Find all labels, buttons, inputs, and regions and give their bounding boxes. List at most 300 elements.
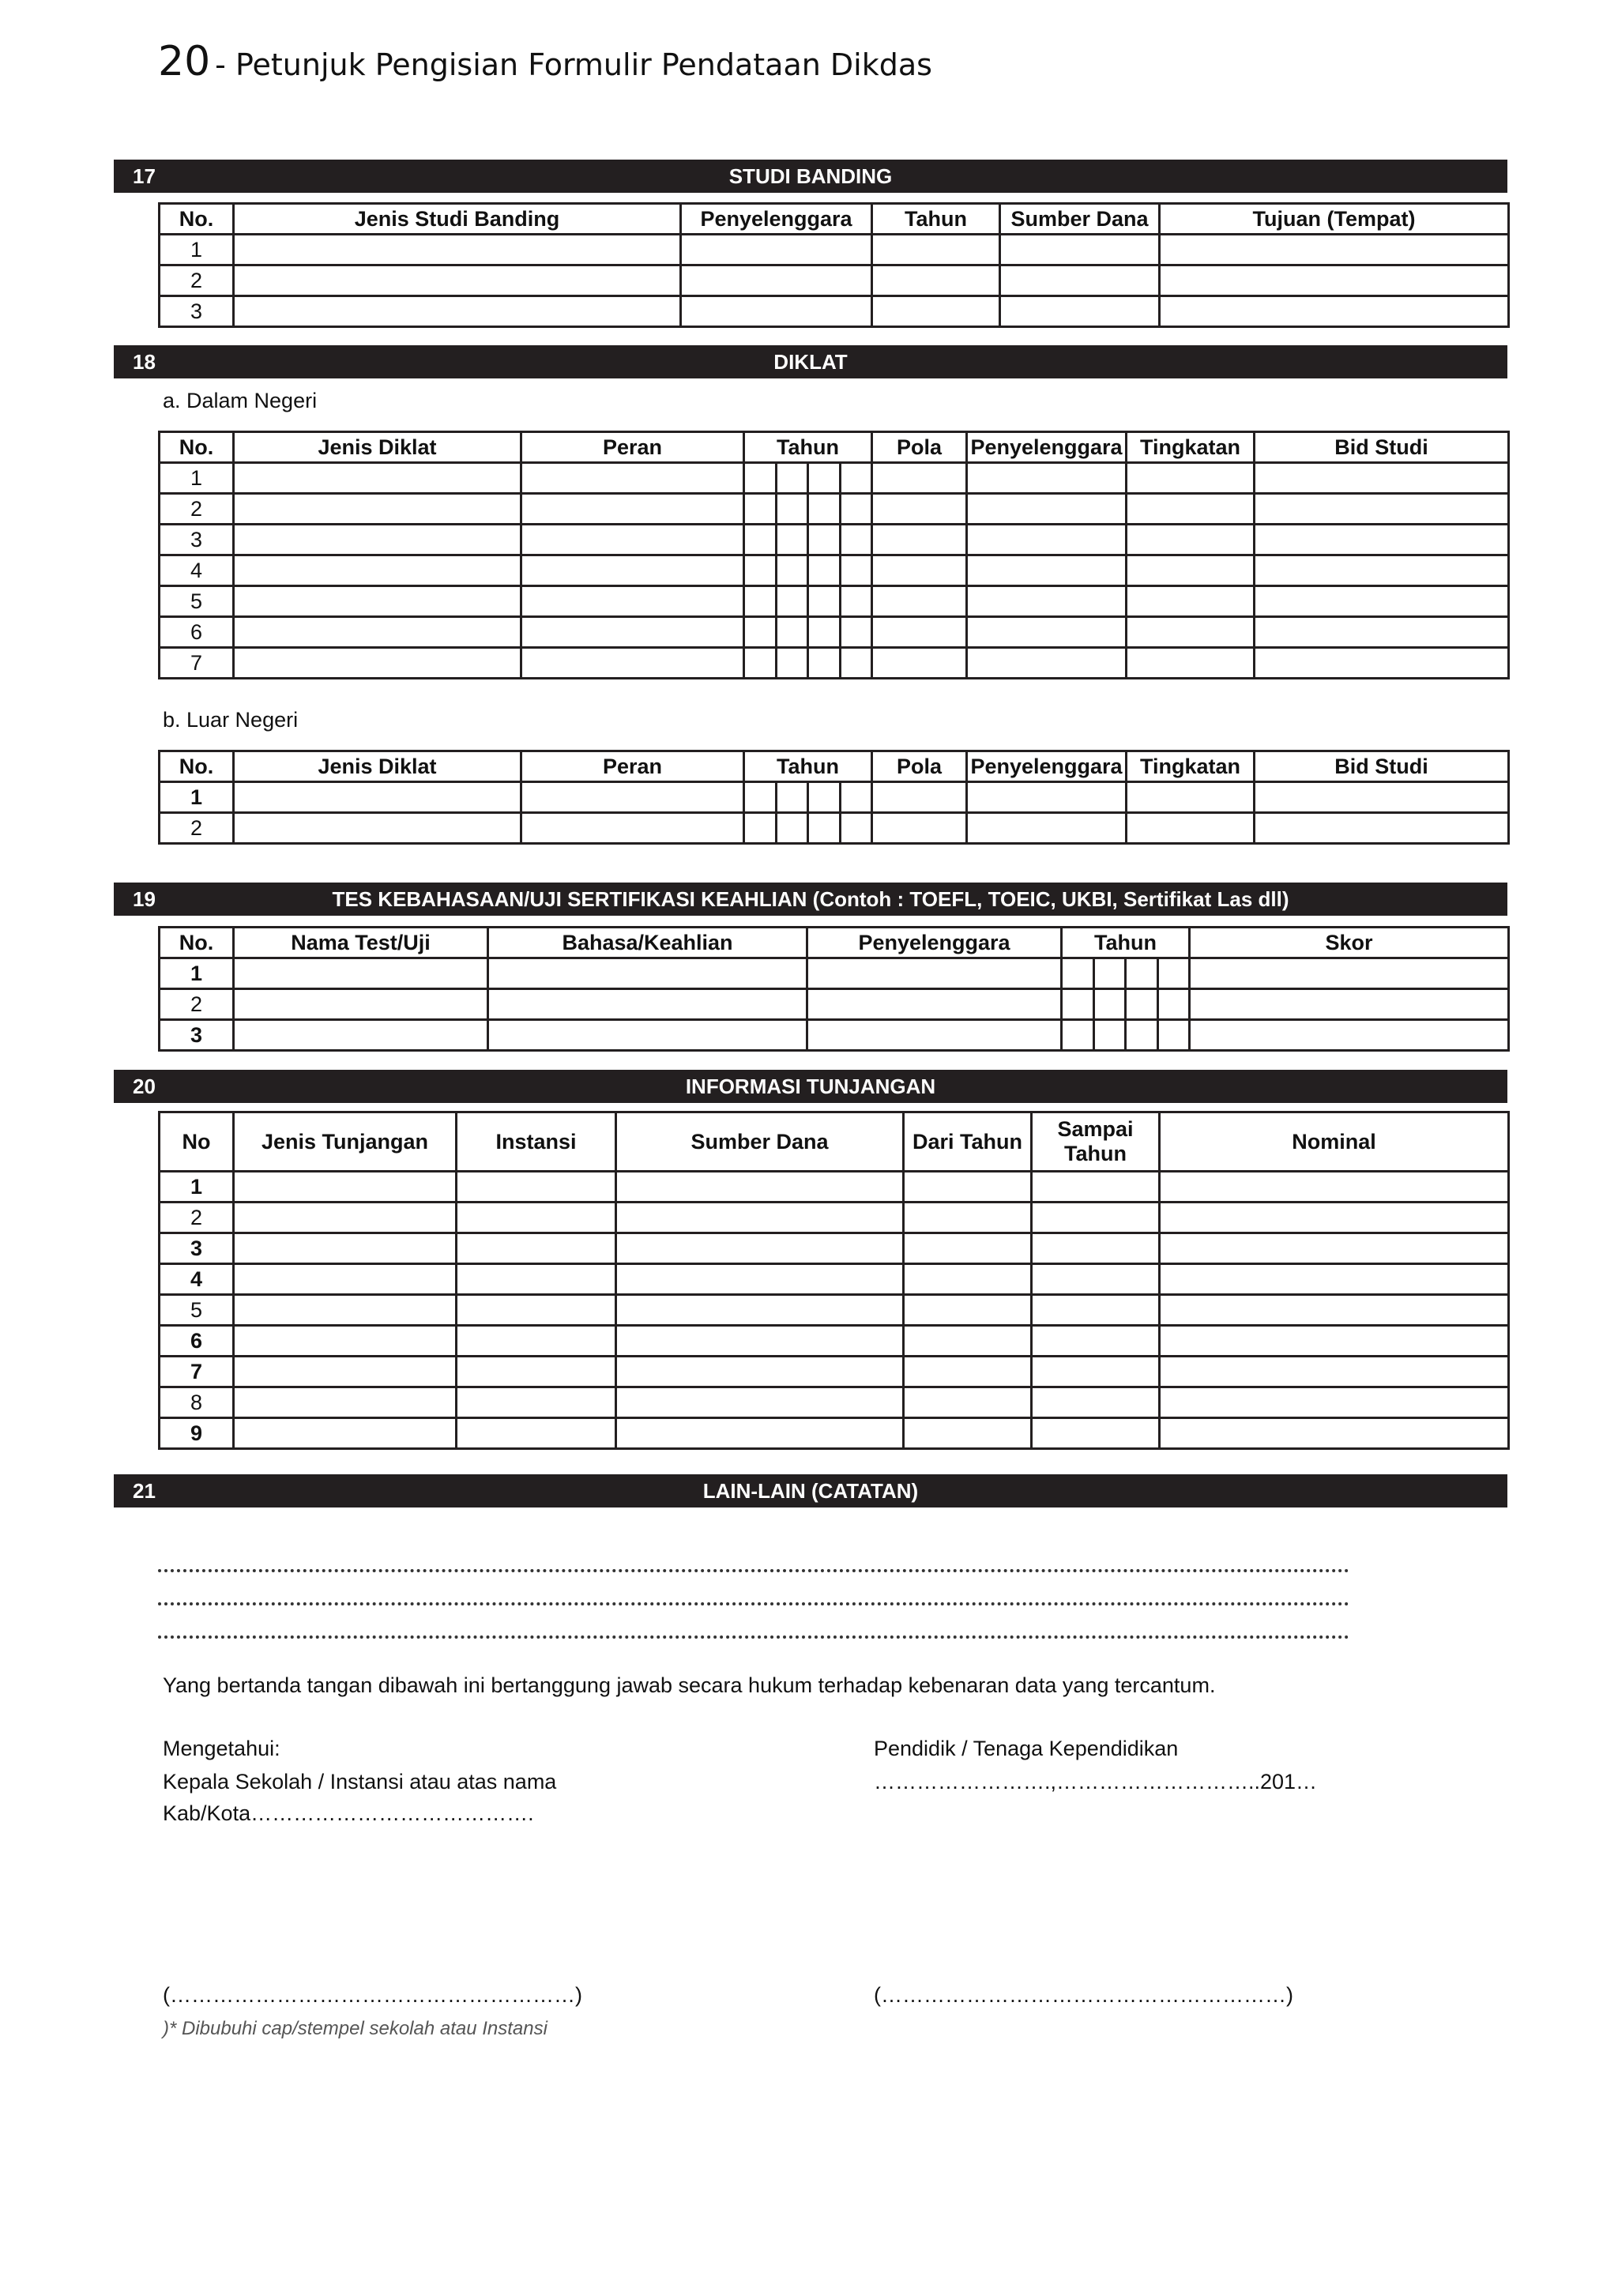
input-cell[interactable] bbox=[1032, 1233, 1160, 1264]
row-number: 6 bbox=[160, 1326, 234, 1357]
page-number: 20 bbox=[158, 38, 211, 85]
year-digit-box[interactable] bbox=[775, 814, 807, 842]
table-row bbox=[160, 555, 1509, 586]
input-cell[interactable] bbox=[457, 1264, 616, 1295]
input-cell[interactable] bbox=[1160, 1172, 1509, 1203]
input-cell[interactable] bbox=[807, 989, 1062, 1020]
input-cell[interactable] bbox=[1032, 1172, 1160, 1203]
year-boxes[interactable] bbox=[744, 782, 872, 813]
input-cell[interactable] bbox=[457, 1172, 616, 1203]
input-cell[interactable] bbox=[904, 1233, 1032, 1264]
input-cell[interactable] bbox=[872, 782, 967, 813]
input-cell[interactable] bbox=[234, 1295, 457, 1326]
col-header: Dari Tahun bbox=[904, 1112, 1032, 1172]
input-cell[interactable] bbox=[521, 525, 744, 555]
input-cell[interactable] bbox=[872, 617, 967, 648]
year-digit-box[interactable] bbox=[1063, 990, 1093, 1018]
input-cell[interactable] bbox=[872, 265, 1000, 296]
row-number: 1 bbox=[160, 1172, 234, 1203]
year-digit-box[interactable] bbox=[839, 556, 871, 585]
table-header-row bbox=[160, 928, 1509, 958]
table-header-row bbox=[160, 751, 1509, 782]
table-row bbox=[160, 525, 1509, 555]
input-cell[interactable] bbox=[1127, 494, 1255, 525]
input-cell[interactable] bbox=[1032, 1357, 1160, 1387]
input-cell[interactable] bbox=[457, 1357, 616, 1387]
year-digit-box[interactable] bbox=[745, 525, 775, 554]
year-digit-box[interactable] bbox=[839, 618, 871, 646]
input-cell[interactable] bbox=[521, 494, 744, 525]
row-number: 3 bbox=[160, 1020, 234, 1051]
year-digit-box[interactable] bbox=[839, 587, 871, 615]
input-cell[interactable] bbox=[234, 1357, 457, 1387]
input-cell[interactable] bbox=[967, 617, 1127, 648]
input-cell[interactable] bbox=[234, 494, 521, 525]
input-cell[interactable] bbox=[234, 265, 681, 296]
table-header-row bbox=[160, 204, 1509, 235]
input-cell[interactable] bbox=[872, 813, 967, 844]
year-digit-box[interactable] bbox=[775, 783, 807, 811]
input-cell[interactable] bbox=[904, 1295, 1032, 1326]
year-digit-box[interactable] bbox=[807, 649, 839, 677]
input-cell[interactable] bbox=[488, 958, 807, 989]
left-signature-field: (…………………………………………………) bbox=[163, 1983, 582, 2007]
input-cell[interactable] bbox=[967, 586, 1127, 617]
input-cell[interactable] bbox=[616, 1203, 904, 1233]
year-digit-box[interactable] bbox=[745, 495, 775, 523]
section-title: LAIN-LAIN (CATATAN) bbox=[702, 1479, 919, 1503]
input-cell[interactable] bbox=[488, 1020, 807, 1051]
year-digit-box[interactable] bbox=[1157, 959, 1189, 988]
input-cell[interactable] bbox=[616, 1357, 904, 1387]
input-cell[interactable] bbox=[1160, 1233, 1509, 1264]
year-digit-box[interactable] bbox=[807, 495, 839, 523]
mengetahui-label: Mengetahui: bbox=[163, 1737, 280, 1760]
col-header: Sumber Dana bbox=[1000, 204, 1160, 235]
input-cell[interactable] bbox=[967, 525, 1127, 555]
col-header: Instansi bbox=[457, 1112, 616, 1172]
input-cell[interactable] bbox=[234, 813, 521, 844]
table-row bbox=[160, 1418, 1509, 1449]
year-digit-box[interactable] bbox=[775, 618, 807, 646]
input-cell[interactable] bbox=[234, 1203, 457, 1233]
table-row bbox=[160, 1326, 1509, 1357]
section-title: INFORMASI TUNJANGAN bbox=[685, 1075, 936, 1098]
row-number: 5 bbox=[160, 1295, 234, 1326]
year-digit-box[interactable] bbox=[1124, 990, 1157, 1018]
row-number: 6 bbox=[160, 617, 234, 648]
input-cell[interactable] bbox=[967, 648, 1127, 679]
page-title: - Petunjuk Pengisian Formulir Pendataan Dikdas bbox=[215, 47, 932, 82]
input-cell[interactable] bbox=[1160, 1264, 1509, 1295]
row-number: 2 bbox=[160, 494, 234, 525]
input-cell[interactable] bbox=[234, 1387, 457, 1418]
year-digit-box[interactable] bbox=[775, 649, 807, 677]
input-cell[interactable] bbox=[1160, 1387, 1509, 1418]
year-digit-box[interactable] bbox=[1124, 959, 1157, 988]
col-header: Jenis Diklat bbox=[234, 432, 521, 463]
input-cell[interactable] bbox=[1255, 463, 1509, 494]
col-header: Tahun bbox=[744, 751, 872, 782]
col-header: Tingkatan bbox=[1127, 751, 1255, 782]
table-row bbox=[160, 1295, 1509, 1326]
input-cell[interactable] bbox=[1127, 555, 1255, 586]
year-digit-box[interactable] bbox=[775, 525, 807, 554]
input-cell[interactable] bbox=[1255, 586, 1509, 617]
year-digit-box[interactable] bbox=[807, 618, 839, 646]
input-cell[interactable] bbox=[1032, 1295, 1160, 1326]
notes-line[interactable] bbox=[158, 1635, 1349, 1639]
year-digit-box[interactable] bbox=[745, 464, 775, 492]
input-cell[interactable] bbox=[872, 235, 1000, 265]
input-cell[interactable] bbox=[521, 586, 744, 617]
input-cell[interactable] bbox=[234, 617, 521, 648]
col-header: Skor bbox=[1190, 928, 1509, 958]
input-cell[interactable] bbox=[904, 1357, 1032, 1387]
input-cell[interactable] bbox=[616, 1264, 904, 1295]
row-number: 1 bbox=[160, 958, 234, 989]
diklat-dalam-negeri-table bbox=[158, 431, 1510, 679]
input-cell[interactable] bbox=[1032, 1418, 1160, 1449]
table-row bbox=[160, 1203, 1509, 1233]
table-header-row bbox=[160, 432, 1509, 463]
input-cell[interactable] bbox=[1190, 958, 1509, 989]
year-digit-box[interactable] bbox=[1157, 1021, 1189, 1049]
row-number: 4 bbox=[160, 1264, 234, 1295]
stamp-note: )* Dibubuhi cap/stempel sekolah atau Instansi bbox=[163, 2018, 547, 2039]
year-digit-box[interactable] bbox=[745, 556, 775, 585]
input-cell[interactable] bbox=[234, 1326, 457, 1357]
input-cell[interactable] bbox=[904, 1326, 1032, 1357]
section-title: DIKLAT bbox=[773, 350, 848, 374]
year-boxes[interactable] bbox=[1062, 958, 1190, 989]
input-cell[interactable] bbox=[872, 463, 967, 494]
section-number: 20 bbox=[133, 1075, 156, 1098]
year-digit-box[interactable] bbox=[839, 495, 871, 523]
year-digit-box[interactable] bbox=[839, 649, 871, 677]
input-cell[interactable] bbox=[234, 1264, 457, 1295]
table-row bbox=[160, 782, 1509, 813]
input-cell[interactable] bbox=[1160, 235, 1509, 265]
input-cell[interactable] bbox=[616, 1233, 904, 1264]
input-cell[interactable] bbox=[904, 1387, 1032, 1418]
input-cell[interactable] bbox=[234, 235, 681, 265]
year-boxes[interactable] bbox=[744, 813, 872, 844]
section-number: 17 bbox=[133, 164, 156, 188]
col-header: Penyelenggara bbox=[967, 751, 1127, 782]
col-header: Sampai Tahun bbox=[1032, 1112, 1160, 1172]
input-cell[interactable] bbox=[1255, 782, 1509, 813]
right-signature-field: (…………………………………………………) bbox=[874, 1983, 1293, 2007]
year-digit-box[interactable] bbox=[745, 618, 775, 646]
table-row bbox=[160, 1233, 1509, 1264]
input-cell[interactable] bbox=[234, 1020, 488, 1051]
col-header: Tahun bbox=[744, 432, 872, 463]
input-cell[interactable] bbox=[234, 958, 488, 989]
input-cell[interactable] bbox=[967, 463, 1127, 494]
year-digit-box[interactable] bbox=[745, 814, 775, 842]
input-cell[interactable] bbox=[1000, 296, 1160, 327]
year-digit-box[interactable] bbox=[807, 525, 839, 554]
input-cell[interactable] bbox=[457, 1326, 616, 1357]
input-cell[interactable] bbox=[234, 586, 521, 617]
input-cell[interactable] bbox=[234, 555, 521, 586]
input-cell[interactable] bbox=[457, 1418, 616, 1449]
input-cell[interactable] bbox=[967, 494, 1127, 525]
input-cell[interactable] bbox=[1032, 1264, 1160, 1295]
table-row bbox=[160, 1357, 1509, 1387]
input-cell[interactable] bbox=[457, 1387, 616, 1418]
year-digit-box[interactable] bbox=[807, 783, 839, 811]
input-cell[interactable] bbox=[234, 1233, 457, 1264]
year-digit-box[interactable] bbox=[775, 556, 807, 585]
year-boxes[interactable] bbox=[744, 617, 872, 648]
tes-kebahasaan-table bbox=[158, 926, 1510, 1052]
input-cell[interactable] bbox=[1127, 782, 1255, 813]
input-cell[interactable] bbox=[457, 1203, 616, 1233]
input-cell[interactable] bbox=[1160, 265, 1509, 296]
input-cell[interactable] bbox=[234, 1172, 457, 1203]
input-cell[interactable] bbox=[1032, 1387, 1160, 1418]
statement-text: Yang bertanda tangan dibawah ini bertanggung jawab secara hukum terhadap kebenaran data yang tercantum. bbox=[163, 1673, 1216, 1697]
input-cell[interactable] bbox=[616, 1387, 904, 1418]
input-cell[interactable] bbox=[1032, 1203, 1160, 1233]
section-title: STUDI BANDING bbox=[728, 164, 893, 188]
year-boxes[interactable] bbox=[1062, 989, 1190, 1020]
year-digit-box[interactable] bbox=[807, 587, 839, 615]
notes-line[interactable] bbox=[158, 1569, 1349, 1572]
input-cell[interactable] bbox=[616, 1326, 904, 1357]
input-cell[interactable] bbox=[616, 1418, 904, 1449]
input-cell[interactable] bbox=[681, 265, 872, 296]
notes-line[interactable] bbox=[158, 1602, 1349, 1605]
col-header: Bid Studi bbox=[1255, 432, 1509, 463]
year-boxes[interactable] bbox=[744, 494, 872, 525]
dalam-negeri-label: a. Dalam Negeri bbox=[163, 389, 318, 412]
year-boxes[interactable] bbox=[1062, 1020, 1190, 1051]
row-number: 1 bbox=[160, 463, 234, 494]
table-row bbox=[160, 1264, 1509, 1295]
input-cell[interactable] bbox=[904, 1172, 1032, 1203]
tunjangan-table bbox=[158, 1111, 1510, 1450]
year-digit-box[interactable] bbox=[745, 587, 775, 615]
input-cell[interactable] bbox=[1127, 648, 1255, 679]
input-cell[interactable] bbox=[521, 648, 744, 679]
year-digit-box[interactable] bbox=[775, 464, 807, 492]
year-digit-box[interactable] bbox=[1093, 1021, 1125, 1049]
input-cell[interactable] bbox=[234, 1418, 457, 1449]
table-row bbox=[160, 1172, 1509, 1203]
section-title: TES KEBAHASAAN/UJI SERTIFIKASI KEAHLIAN (Contoh : TOEFL, TOEIC, UKBI, Sertifikat Las dll) bbox=[332, 887, 1289, 911]
input-cell[interactable] bbox=[872, 555, 967, 586]
input-cell[interactable] bbox=[904, 1418, 1032, 1449]
row-number: 3 bbox=[160, 296, 234, 327]
input-cell[interactable] bbox=[234, 525, 521, 555]
table-row bbox=[160, 958, 1509, 989]
input-cell[interactable] bbox=[1255, 555, 1509, 586]
year-digit-box[interactable] bbox=[1063, 959, 1093, 988]
year-digit-box[interactable] bbox=[839, 525, 871, 554]
input-cell[interactable] bbox=[1160, 1357, 1509, 1387]
section-18-bar bbox=[114, 345, 1507, 378]
year-digit-box[interactable] bbox=[745, 783, 775, 811]
kepala-sekolah-label: Kepala Sekolah / Instansi atau atas nama bbox=[163, 1770, 557, 1794]
kab-kota-field: Kab/Kota…………………………………. bbox=[163, 1801, 534, 1825]
section-21-bar bbox=[114, 1474, 1507, 1507]
input-cell[interactable] bbox=[1160, 1326, 1509, 1357]
row-number: 7 bbox=[160, 648, 234, 679]
input-cell[interactable] bbox=[1160, 1203, 1509, 1233]
row-number: 2 bbox=[160, 989, 234, 1020]
input-cell[interactable] bbox=[234, 648, 521, 679]
input-cell[interactable] bbox=[1255, 813, 1509, 844]
input-cell[interactable] bbox=[872, 586, 967, 617]
input-cell[interactable] bbox=[681, 296, 872, 327]
year-digit-box[interactable] bbox=[1093, 959, 1125, 988]
input-cell[interactable] bbox=[234, 296, 681, 327]
luar-negeri-label: b. Luar Negeri bbox=[163, 708, 299, 732]
input-cell[interactable] bbox=[521, 617, 744, 648]
year-digit-box[interactable] bbox=[1063, 1021, 1093, 1049]
input-cell[interactable] bbox=[1255, 648, 1509, 679]
year-digit-box[interactable] bbox=[807, 814, 839, 842]
input-cell[interactable] bbox=[967, 813, 1127, 844]
year-digit-box[interactable] bbox=[839, 814, 871, 842]
section-number: 21 bbox=[133, 1479, 156, 1503]
input-cell[interactable] bbox=[234, 782, 521, 813]
input-cell[interactable] bbox=[234, 989, 488, 1020]
year-digit-box[interactable] bbox=[1093, 990, 1125, 1018]
input-cell[interactable] bbox=[521, 555, 744, 586]
table-row bbox=[160, 586, 1509, 617]
col-header: Tahun bbox=[872, 204, 1000, 235]
table-row bbox=[160, 813, 1509, 844]
row-number: 2 bbox=[160, 813, 234, 844]
input-cell[interactable] bbox=[1127, 586, 1255, 617]
table-row bbox=[160, 989, 1509, 1020]
input-cell[interactable] bbox=[807, 1020, 1062, 1051]
input-cell[interactable] bbox=[616, 1172, 904, 1203]
page-header bbox=[158, 38, 932, 85]
row-number: 1 bbox=[160, 782, 234, 813]
section-number: 19 bbox=[133, 887, 156, 911]
col-header: No. bbox=[160, 432, 234, 463]
col-header: Tujuan (Tempat) bbox=[1160, 204, 1509, 235]
col-header: Tingkatan bbox=[1127, 432, 1255, 463]
col-header: Bahasa/Keahlian bbox=[488, 928, 807, 958]
input-cell[interactable] bbox=[967, 782, 1127, 813]
input-cell[interactable] bbox=[1127, 617, 1255, 648]
studi-banding-table bbox=[158, 202, 1510, 328]
year-digit-box[interactable] bbox=[745, 649, 775, 677]
diklat-luar-negeri-table bbox=[158, 750, 1510, 845]
input-cell[interactable] bbox=[521, 813, 744, 844]
section-20-bar bbox=[114, 1070, 1507, 1103]
row-number: 7 bbox=[160, 1357, 234, 1387]
input-cell[interactable] bbox=[1190, 989, 1509, 1020]
input-cell[interactable] bbox=[872, 525, 967, 555]
year-boxes[interactable] bbox=[744, 463, 872, 494]
col-header: Nominal bbox=[1160, 1112, 1509, 1172]
input-cell[interactable] bbox=[1127, 463, 1255, 494]
col-header: No bbox=[160, 1112, 234, 1172]
year-boxes[interactable] bbox=[744, 648, 872, 679]
input-cell[interactable] bbox=[1255, 617, 1509, 648]
col-header: Pola bbox=[872, 432, 967, 463]
year-digit-box[interactable] bbox=[839, 783, 871, 811]
input-cell[interactable] bbox=[1000, 265, 1160, 296]
input-cell[interactable] bbox=[1160, 296, 1509, 327]
year-boxes[interactable] bbox=[744, 555, 872, 586]
input-cell[interactable] bbox=[521, 782, 744, 813]
input-cell[interactable] bbox=[681, 235, 872, 265]
row-number: 3 bbox=[160, 525, 234, 555]
year-digit-box[interactable] bbox=[775, 587, 807, 615]
input-cell[interactable] bbox=[1032, 1326, 1160, 1357]
input-cell[interactable] bbox=[1127, 813, 1255, 844]
year-boxes[interactable] bbox=[744, 586, 872, 617]
row-number: 8 bbox=[160, 1387, 234, 1418]
table-row bbox=[160, 463, 1509, 494]
col-header: No. bbox=[160, 928, 234, 958]
input-cell[interactable] bbox=[872, 648, 967, 679]
row-number: 2 bbox=[160, 1203, 234, 1233]
col-header: No. bbox=[160, 204, 234, 235]
input-cell[interactable] bbox=[872, 296, 1000, 327]
col-header: Peran bbox=[521, 432, 744, 463]
input-cell[interactable] bbox=[1000, 235, 1160, 265]
input-cell[interactable] bbox=[234, 463, 521, 494]
input-cell[interactable] bbox=[1160, 1295, 1509, 1326]
year-digit-box[interactable] bbox=[775, 495, 807, 523]
row-number: 9 bbox=[160, 1418, 234, 1449]
row-number: 5 bbox=[160, 586, 234, 617]
year-digit-box[interactable] bbox=[839, 464, 871, 492]
input-cell[interactable] bbox=[1255, 494, 1509, 525]
input-cell[interactable] bbox=[521, 463, 744, 494]
year-boxes[interactable] bbox=[744, 525, 872, 555]
input-cell[interactable] bbox=[1160, 1418, 1509, 1449]
input-cell[interactable] bbox=[872, 494, 967, 525]
year-digit-box[interactable] bbox=[1124, 1021, 1157, 1049]
input-cell[interactable] bbox=[904, 1203, 1032, 1233]
input-cell[interactable] bbox=[1190, 1020, 1509, 1051]
year-digit-box[interactable] bbox=[807, 464, 839, 492]
col-header: Penyelenggara bbox=[681, 204, 872, 235]
input-cell[interactable] bbox=[1255, 525, 1509, 555]
col-header: Pola bbox=[872, 751, 967, 782]
section-19-bar bbox=[114, 883, 1507, 916]
input-cell[interactable] bbox=[904, 1264, 1032, 1295]
col-header: Penyelenggara bbox=[807, 928, 1062, 958]
table-row bbox=[160, 235, 1509, 265]
input-cell[interactable] bbox=[616, 1295, 904, 1326]
year-digit-box[interactable] bbox=[807, 556, 839, 585]
col-header: Sumber Dana bbox=[616, 1112, 904, 1172]
input-cell[interactable] bbox=[457, 1295, 616, 1326]
input-cell[interactable] bbox=[488, 989, 807, 1020]
input-cell[interactable] bbox=[1127, 525, 1255, 555]
year-digit-box[interactable] bbox=[1157, 990, 1189, 1018]
row-number: 1 bbox=[160, 235, 234, 265]
col-header: Jenis Diklat bbox=[234, 751, 521, 782]
col-header: Nama Test/Uji bbox=[234, 928, 488, 958]
input-cell[interactable] bbox=[457, 1233, 616, 1264]
table-row bbox=[160, 617, 1509, 648]
input-cell[interactable] bbox=[967, 555, 1127, 586]
col-header: Peran bbox=[521, 751, 744, 782]
input-cell[interactable] bbox=[807, 958, 1062, 989]
